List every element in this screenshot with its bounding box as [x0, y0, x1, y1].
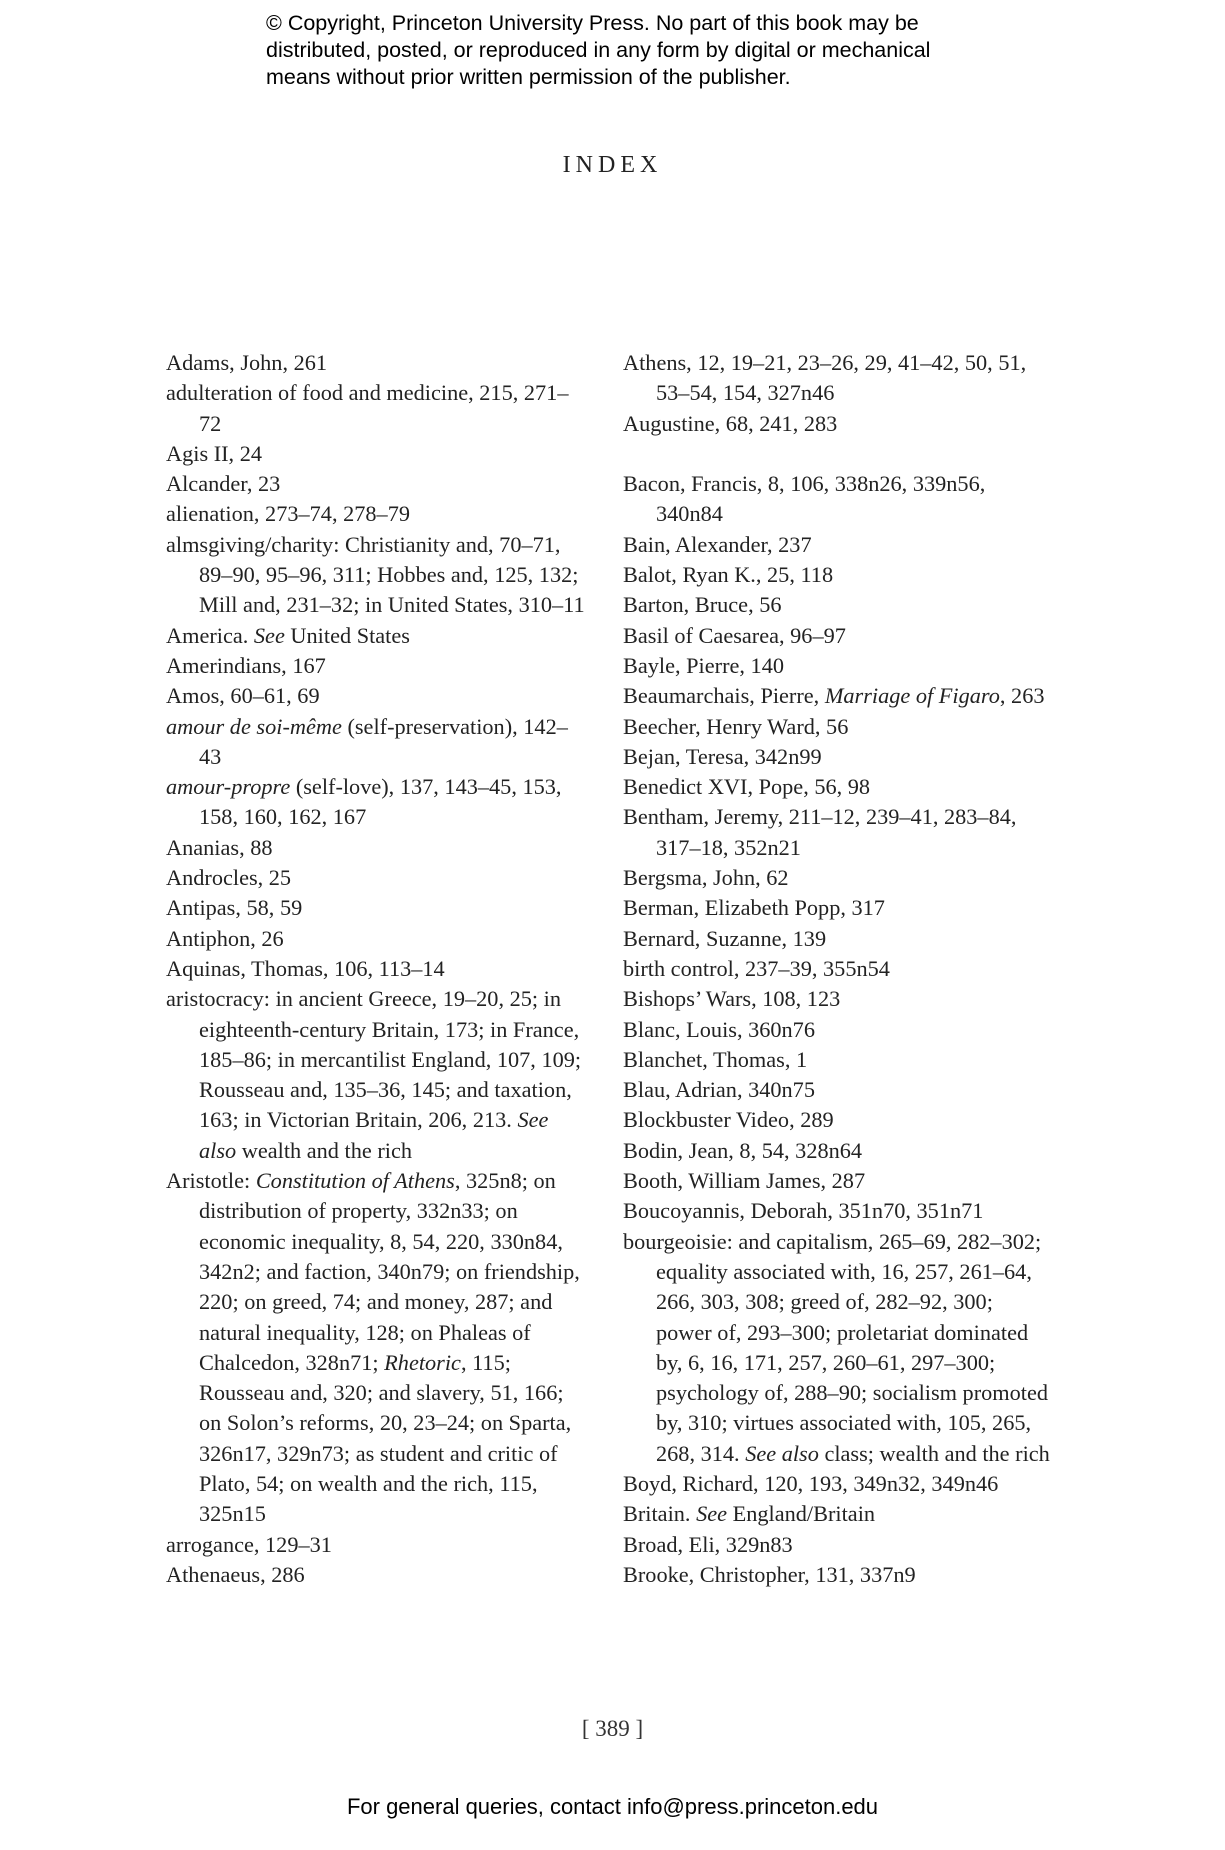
index-entry [623, 772, 1053, 802]
index-entry-text: Aristotle: [166, 1168, 256, 1194]
index-entry [166, 1560, 586, 1590]
index-column-right [623, 348, 1053, 1590]
index-entry-text: , 115; Rousseau and, 320; and slavery, 51, 166; on Solon’s reforms, 20, 23–24; on Sparta, 326n17, 329n73; as student and critic of Plato, 54; on wealth and the rich, 115, 325n15 [199, 1349, 572, 1527]
index-entry-text: Aquinas, Thomas, 106, 113–14 [166, 955, 445, 981]
index-entry [166, 499, 586, 529]
index-entry [166, 530, 586, 621]
copyright-line: distributed, posted, or reproduced in any form by digital or mechanical [266, 38, 931, 62]
index-entry [623, 1530, 1053, 1560]
index-entry-text: Amerindians, 167 [166, 652, 326, 678]
index-entry-text: (self-preservation), 142–43 [199, 713, 568, 769]
index-entry [166, 893, 586, 923]
index-entry-text: Athenaeus, 286 [166, 1561, 305, 1587]
index-entry [623, 1196, 1053, 1226]
index-entry-text: Beecher, Henry Ward, 56 [623, 713, 849, 739]
index-entry-text: Beaumarchais, Pierre, [623, 683, 825, 709]
index-entry [623, 1105, 1053, 1135]
index-entry [166, 681, 586, 711]
index-entry-text: Blau, Adrian, 340n75 [623, 1077, 815, 1103]
index-entry-text: Bejan, Teresa, 342n99 [623, 743, 822, 769]
index-entry [623, 590, 1053, 620]
index-entry [166, 772, 586, 833]
index-entry-text: adulteration of food and medicine, 215, 271–72 [166, 380, 569, 436]
index-entry-italic: Marriage of Figaro [824, 683, 1000, 709]
index-entry [623, 984, 1053, 1014]
index-entry-italic: See [253, 622, 285, 648]
index-entry [166, 378, 586, 439]
index-entry [166, 651, 586, 681]
copyright-line: © Copyright, Princeton University Press. No part of this book may be [266, 11, 919, 35]
index-entry-text: Britain. [623, 1501, 697, 1527]
index-entry [166, 469, 586, 499]
index-entry-italic: See also [745, 1440, 819, 1466]
index-entry [166, 439, 586, 469]
index-entry [623, 954, 1053, 984]
index-entry [623, 1045, 1053, 1075]
index-entry-text: Benedict XVI, Pope, 56, 98 [623, 774, 871, 800]
index-entry [166, 984, 586, 1166]
index-entry-text: Adams, John, 261 [166, 350, 328, 375]
index-entry-text: aristocracy: in ancient Greece, 19–20, 25; in eighteenth-century Britain, 173; in France, 185–86; in mercantilist England, 107, 109; Rousseau and, 135–36, 145; and taxation, 163; in Victorian Britain, 206, 213. [166, 986, 582, 1133]
index-entry [623, 1075, 1053, 1105]
index-entry [623, 1136, 1053, 1166]
index-entry [166, 1530, 586, 1560]
index-entry [623, 863, 1053, 893]
index-entry-text: America. [166, 622, 254, 648]
index-entry-text: Bernard, Suzanne, 139 [623, 925, 827, 951]
index-entry-text: Bodin, Jean, 8, 54, 328n64 [623, 1137, 863, 1163]
index-entry [166, 712, 586, 773]
page-title: INDEX [562, 152, 663, 178]
index-column-left [166, 348, 586, 1590]
index-entry-text: Amos, 60–61, 69 [166, 683, 320, 709]
index-entry-text: Berman, Elizabeth Popp, 317 [623, 895, 885, 921]
copyright-notice [266, 10, 1026, 91]
index-entry [166, 833, 586, 863]
index-entry-text: Agis II, 24 [166, 440, 262, 466]
index-entry [623, 681, 1053, 711]
index-entry [623, 1560, 1053, 1590]
index-entry [166, 1166, 586, 1530]
index-entry-text: Boucoyannis, Deborah, 351n70, 351n71 [623, 1198, 984, 1224]
index-letter-gap [623, 439, 1053, 469]
index-entry-text: , 325n8; on distribution of property, 332n33; on economic inequality, 8, 54, 220, 330n84, 342n2; and faction, 340n79; on friendship, 220; on greed, 74; and money, 287; and natural inequality, 128; on Phaleas of Chalcedon, 328n71; [199, 1168, 580, 1375]
index-entry-text: Balot, Ryan K., 25, 118 [623, 562, 834, 588]
index-entry-text: Androcles, 25 [166, 865, 292, 891]
index-entry-italic: amour de soi-même [166, 713, 342, 739]
index-entry-text: almsgiving/charity: Christianity and, 70–71, 89–90, 95–96, 311; Hobbes and, 125, 132; Mill and, 231–32; in United States, 310–11 [166, 531, 585, 618]
index-entry-text: Bacon, Francis, 8, 106, 338n26, 339n56, 340n84 [623, 471, 986, 527]
footer-contact: For general queries, contact info@press.princeton.edu [346, 1794, 879, 1819]
index-entry-text: Antiphon, 26 [166, 925, 284, 951]
index-entry [623, 651, 1053, 681]
index-entry [623, 1166, 1053, 1196]
index-entry-text: birth control, 237–39, 355n54 [623, 955, 890, 981]
index-entry-text: bourgeoisie: and capitalism, 265–69, 282–302; equality associated with, 16, 257, 261–64, 266, 303, 308; greed of, 282–92, 300; power of, 293–300; proletariat dominated by, 6, 16, 171, 257, 260–61, 297–300; psychology of, 288–90; socialism promoted by, 310; virtues associated with, 105, 265, 268, 314. [623, 1228, 1049, 1466]
index-entry-text: Booth, William James, 287 [623, 1168, 866, 1194]
index-entry-text: Blockbuster Video, 289 [623, 1107, 834, 1133]
index-entry-text: Broad, Eli, 329n83 [623, 1531, 793, 1557]
page-number: [ 389 ] [581, 1716, 644, 1741]
index-entry [166, 924, 586, 954]
index-entry-text: Antipas, 58, 59 [166, 895, 303, 921]
index-entry-text: Blanchet, Thomas, 1 [623, 1046, 808, 1072]
index-entry [623, 712, 1053, 742]
index-entry-text: Augustine, 68, 241, 283 [623, 410, 838, 436]
index-entry-text: Bishops’ Wars, 108, 123 [623, 986, 841, 1012]
index-entry [623, 530, 1053, 560]
index-entry-text: Blanc, Louis, 360n76 [623, 1016, 815, 1042]
index-entry-text: Brooke, Christopher, 131, 337n9 [623, 1561, 916, 1587]
index-entry-italic: Rhetoric [384, 1349, 461, 1375]
index-entry [623, 621, 1053, 651]
index-entry-text: Basil of Caesarea, 96–97 [623, 622, 846, 648]
index-entry-text: Bain, Alexander, 237 [623, 531, 812, 557]
index-entry [623, 348, 1053, 409]
index-entry [623, 409, 1053, 439]
index-entry [623, 1015, 1053, 1045]
index-entry-text: Bentham, Jeremy, 211–12, 239–41, 283–84, 317–18, 352n21 [623, 804, 1017, 860]
index-entry-text: Barton, Bruce, 56 [623, 592, 782, 618]
index-entry [623, 802, 1053, 863]
index-entry-text: wealth and the rich [236, 1137, 412, 1163]
index-entry [623, 924, 1053, 954]
index-entry [623, 469, 1053, 530]
index-entry [166, 621, 586, 651]
index-entry [623, 893, 1053, 923]
index-entry [623, 742, 1053, 772]
index-entry-text: , 263 [999, 683, 1045, 709]
index-entry-text: England/Britain [727, 1501, 876, 1527]
index-entry [623, 560, 1053, 590]
index-entry-text: Athens, 12, 19–21, 23–26, 29, 41–42, 50, 51, 53–54, 154, 327n46 [623, 350, 1027, 406]
index-entry-text: Boyd, Richard, 120, 193, 349n32, 349n46 [623, 1470, 999, 1496]
index-entry-text: Ananias, 88 [166, 834, 273, 860]
index-entry-text: United States [284, 622, 410, 648]
index-entry-text: Bergsma, John, 62 [623, 865, 789, 891]
index-entry-italic: See also [199, 1107, 549, 1163]
index-entry [623, 1499, 1053, 1529]
copyright-line: means without prior written permission of the publisher. [266, 65, 791, 89]
index-entry-text: class; wealth and the rich [818, 1440, 1050, 1466]
index-entry-text: Bayle, Pierre, 140 [623, 652, 784, 678]
index-entry-italic: Constitution of Athens [255, 1168, 455, 1194]
index-entry [623, 1227, 1053, 1469]
index-entry-italic: See [696, 1501, 728, 1527]
index-entry-text: alienation, 273–74, 278–79 [166, 501, 410, 527]
index-entry [166, 954, 586, 984]
index-entry-text: arrogance, 129–31 [166, 1531, 332, 1557]
index-entry-text: Alcander, 23 [166, 471, 281, 497]
index-entry-italic: amour-propre [166, 774, 291, 800]
index-entry [166, 863, 586, 893]
index-entry [166, 348, 586, 378]
index-entry [623, 1469, 1053, 1499]
index-entry-text: (self-love), 137, 143–45, 153, 158, 160, 162, 167 [199, 774, 562, 830]
